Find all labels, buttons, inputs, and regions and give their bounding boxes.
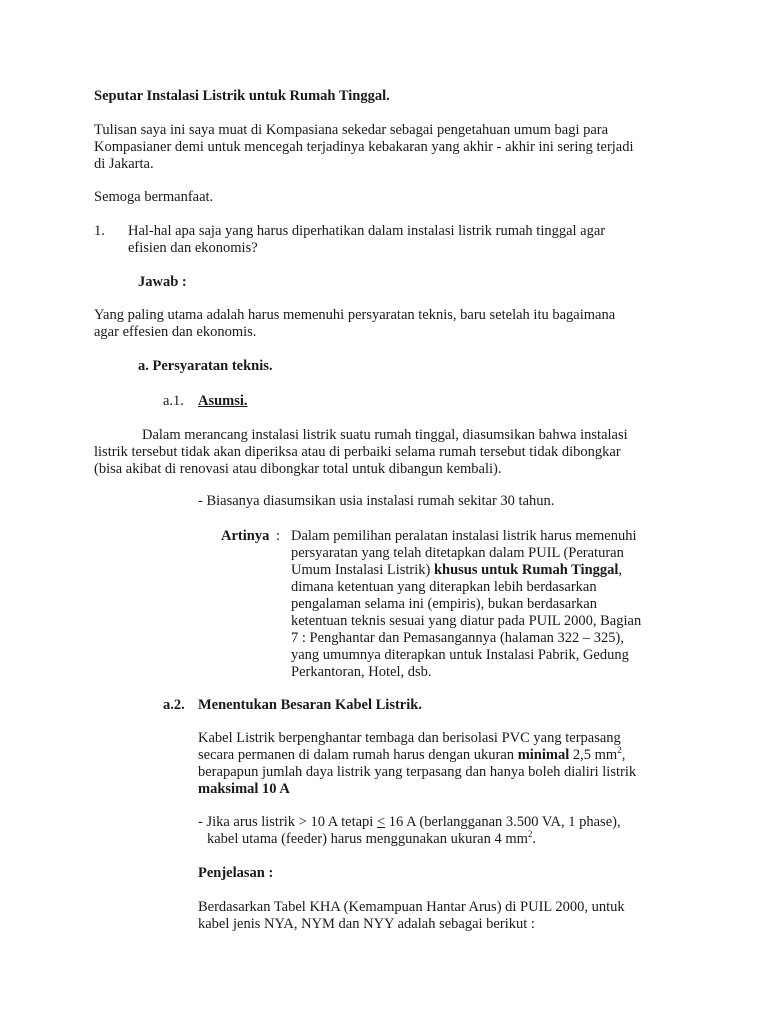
jika-text: - Jika arus listrik > 10 A tetapi xyxy=(198,814,377,830)
artinya-line: 7 : Penghantar dan Pemasangannya (halaman 322 – 325), xyxy=(291,630,625,646)
section-title-a1: Asumsi. xyxy=(198,393,248,409)
kha-line: Berdasarkan Tabel KHA (Kemampuan Hantar Arus) di PUIL 2000, untuk xyxy=(198,899,625,915)
kabel-text: 2,5 mm xyxy=(569,747,618,763)
kabel-emphasis-line: maksimal 10 A xyxy=(198,781,290,797)
question-line: Hal-hal apa saja yang harus diperhatikan dalam instalasi listrik rumah tinggal agar xyxy=(128,223,606,239)
artinya-line: Dalam pemilihan peralatan instalasi listrik harus memenuhi xyxy=(291,528,637,544)
kabel-emphasis: minimal xyxy=(517,747,570,763)
section-number-a1: a.1. xyxy=(163,393,184,409)
assumption-line: Dalam merancang instalasi listrik suatu rumah tinggal, diasumsikan bahwa instalasi xyxy=(142,427,628,443)
jika-line xyxy=(207,831,536,848)
kabel-line xyxy=(198,747,625,764)
artinya-label: Artinya xyxy=(221,528,270,544)
artinya-line: Perkantoran, Hotel, dsb. xyxy=(291,664,432,680)
intro-line: di Jakarta. xyxy=(94,156,154,172)
intro-line: Kompasianer demi untuk mencegah terjadinya kebakaran yang akhir - akhir ini sering terjadi xyxy=(94,139,634,155)
kabel-text: , xyxy=(621,747,626,763)
jika-text: 16 A (berlangganan 3.500 VA, 1 phase), xyxy=(385,814,621,830)
greeting-text: Semoga bermanfaat. xyxy=(94,189,214,205)
question-line: efisien dan ekonomis? xyxy=(128,240,258,256)
kabel-line: berapapun jumlah daya listrik yang terpasang dan hanya boleh dialiri listrik xyxy=(198,764,637,780)
question-number: 1. xyxy=(94,223,105,239)
artinya-line: pengalaman selama ini (empiris), bukan berdasarkan xyxy=(291,596,597,612)
artinya-colon: : xyxy=(276,528,281,544)
artinya-line: persyaratan yang telah ditetapkan dalam PUIL (Peraturan xyxy=(291,545,624,561)
artinya-line xyxy=(291,562,622,579)
intro-line: Tulisan saya ini saya muat di Kompasiana sekedar sebagai pengetahuan umum bagi para xyxy=(94,122,609,138)
assumption-line: (bisa akibat di renovasi atau dibongkar total untuk dibangun kembali). xyxy=(94,461,502,477)
answer-line: agar effesien dan ekonomis. xyxy=(94,324,257,340)
kabel-text: secara permanen di dalam rumah harus dengan ukuran xyxy=(198,747,518,763)
artinya-line: dimana ketentuan yang diterapkan lebih berdasarkan xyxy=(291,579,597,595)
jika-text: kabel utama (feeder) harus menggunakan ukuran 4 mm xyxy=(207,831,528,847)
jika-line xyxy=(198,814,621,831)
artinya-emphasis: khusus untuk Rumah Tinggal xyxy=(433,562,619,578)
superscript: 2 xyxy=(617,745,622,755)
less-equal-sign: < xyxy=(376,814,386,830)
kabel-line: Kabel Listrik berpenghantar tembaga dan berisolasi PVC yang terpasang xyxy=(198,730,621,746)
artinya-text: Umum Instalasi Listrik) xyxy=(291,562,434,578)
artinya-line: ketentuan teknis sesuai yang diatur pada PUIL 2000, Bagian xyxy=(291,613,642,629)
jika-text: . xyxy=(532,831,537,847)
artinya-text: , xyxy=(618,562,623,578)
bullet-age: - Biasanya diasumsikan usia instalasi rumah sekitar 30 tahun. xyxy=(198,493,555,509)
section-title-a2: Menentukan Besaran Kabel Listrik. xyxy=(198,697,422,713)
answer-line: Yang paling utama adalah harus memenuhi persyaratan teknis, baru setelah itu bagaimana xyxy=(94,307,616,323)
kha-line: kabel jenis NYA, NYM dan NYY adalah sebagai berikut : xyxy=(198,916,535,932)
answer-heading: Jawab : xyxy=(138,274,187,290)
section-number-a2: a.2. xyxy=(163,697,185,713)
penjelasan-heading: Penjelasan : xyxy=(198,865,274,881)
document-title: Seputar Instalasi Listrik untuk Rumah Tinggal. xyxy=(94,88,390,104)
assumption-line: listrik tersebut tidak akan diperiksa atau di perbaiki selama rumah tersebut tidak dibongkar xyxy=(94,444,621,460)
section-heading-a: a. Persyaratan teknis. xyxy=(138,358,273,374)
superscript: 2 xyxy=(527,829,533,839)
artinya-line: yang umumnya diterapkan untuk Instalasi Pabrik, Gedung xyxy=(291,647,629,663)
